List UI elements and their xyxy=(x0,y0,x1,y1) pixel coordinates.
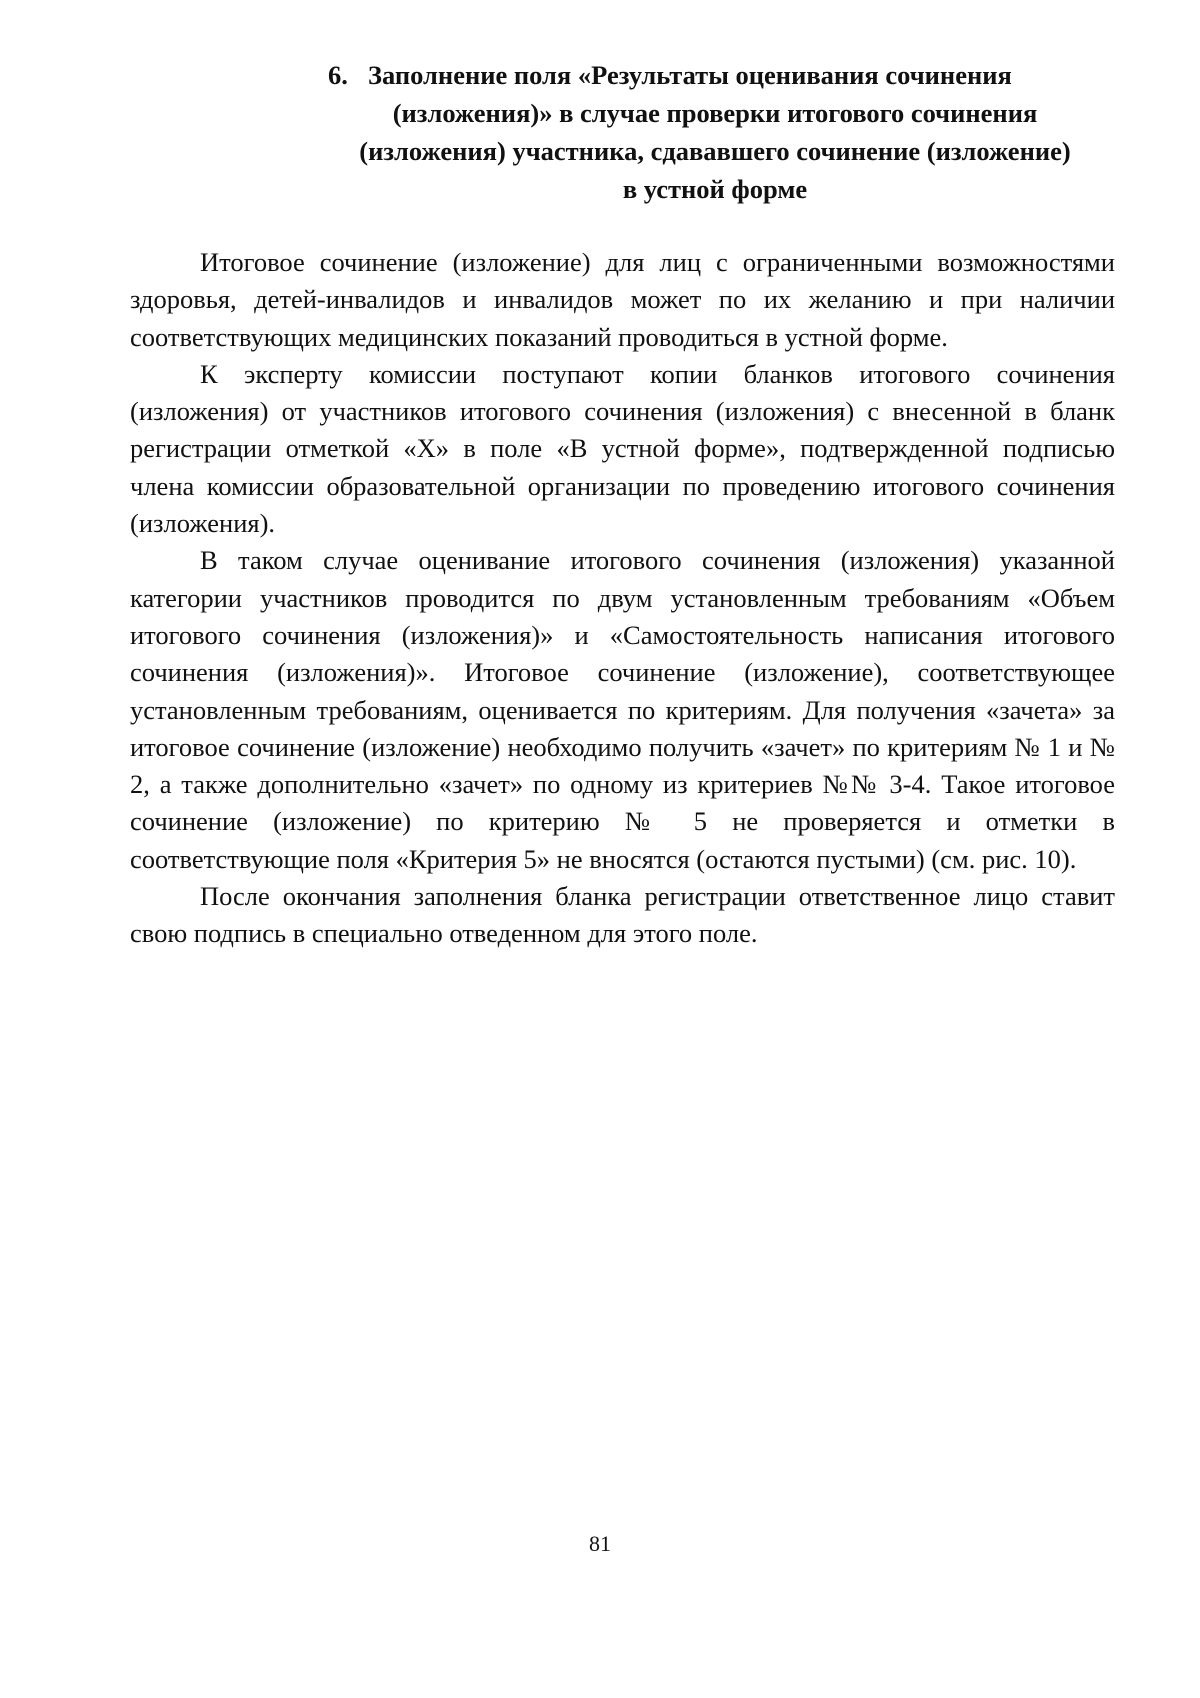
paragraph-expert-receives-copies: К эксперту комиссии поступают копии бланков итогового сочинения (изложения) от участников итогового сочинения (изложения) с внесенной в бланк регистрации отметкой «Х» в поле «В устной форме», подтвержденной подписью члена комиссии образовательной организации по проведению итогового сочинения (изложения). xyxy=(130,358,1115,539)
paragraph-evaluation-criteria: В таком случае оценивание итогового сочинения (изложения) указанной категории участников проводится по двум установленным требованиям «Объем итогового сочинения (изложения)» и «Самостоятельность написания итогового сочинения (изложения)». Итоговое сочинение (изложение), соответствующее установленным требованиям, оценивается по критериям. Для получения «зачета» за итоговое сочинение (изложение) необходимо получить «зачет» по критериям № 1 и № 2, а также дополнительно «зачет» по одному из критериев №№ 3-4. Такое итоговое сочинение (изложение) по критерию № 5 не проверяется и отметки в соответствующие поля «Критерия 5» не вносятся (остаются пустыми) (см. рис. 10). xyxy=(130,545,1115,874)
section-heading-line-2: (изложения)» в случае проверки итогового сочинения xyxy=(392,98,1038,128)
section-number: 6. xyxy=(328,60,348,90)
section-heading-line-1 xyxy=(320,56,1110,94)
section-heading-line-3: (изложения) участника, сдававшего сочинение (изложение) xyxy=(359,136,1071,166)
section-title-part-1: Заполнение поля «Результаты оценивания сочинения xyxy=(368,60,1012,90)
body-text xyxy=(130,244,1115,953)
paragraph-signature: После окончания заполнения бланка регистрации ответственное лицо ставит свою подпись в специально отведенном для этого поле. xyxy=(130,881,1115,949)
paragraph-oral-form-eligibility: Итоговое сочинение (изложение) для лиц с ограниченными возможностями здоровья, детей-инвалидов и инвалидов может по их желанию и при наличии соответствующих медицинских показаний проводиться в устной форме. xyxy=(130,247,1115,352)
section-heading-line-4: в устной форме xyxy=(622,174,808,204)
page-number: 81 xyxy=(589,1531,611,1556)
section-heading xyxy=(320,56,1110,208)
